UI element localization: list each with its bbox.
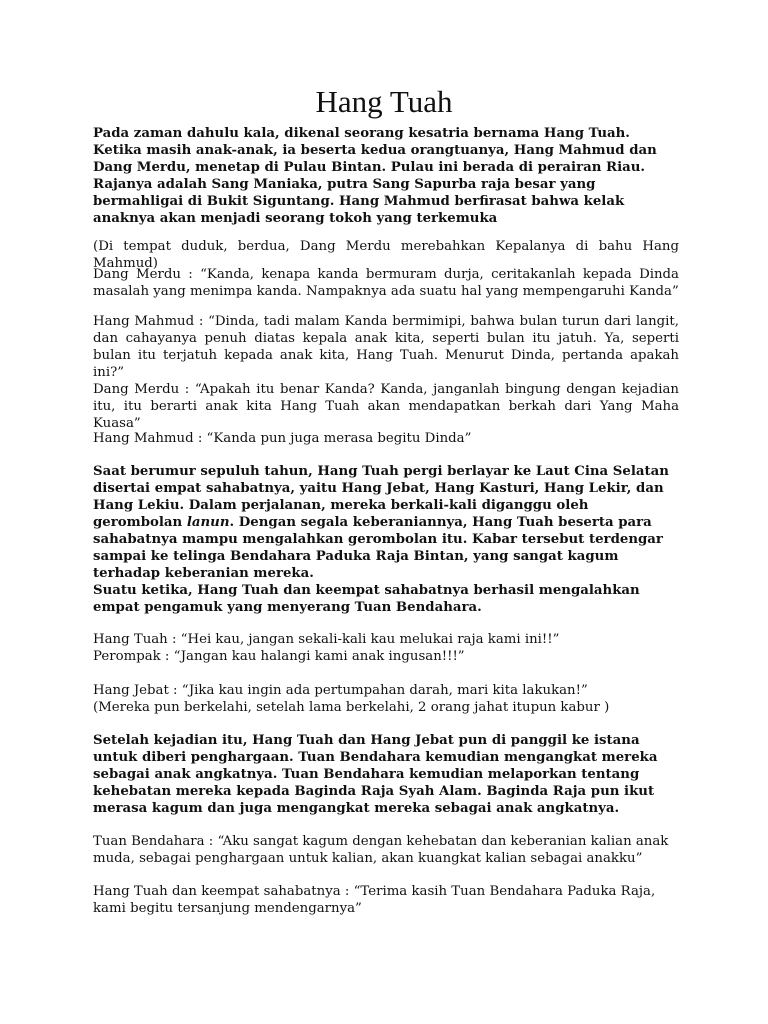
- narration-text: . Dengan segala keberaniannya, Hang Tuah beserta para sahabatnya mampu mengalahkan gerombolan itu. Kabar tersebut terdengar sampai ke telinga Bendahara Paduka Raja Bintan, yang sangat kagum terhadap keberanian mereka.: [93, 515, 663, 581]
- stage-direction-2: (Mereka pun berkelahi, setelah lama berkelahi, 2 orang jahat itupun kabur ): [93, 700, 610, 715]
- dialog-group-1: [93, 631, 679, 665]
- narration-paragraph: [93, 463, 679, 582]
- dialog-perompak: Perompak : “Jangan kau halangi kami anak ingusan!!!”: [93, 649, 465, 664]
- document-title: Hang Tuah: [315, 84, 453, 119]
- narration-paragraph-3: Setelah kejadian itu, Hang Tuah dan Hang Jebat pun di panggil ke istana untuk diberi penghargaan. Tuan Bendahara kemudian mengangkat mereka sebagai anak angkatnya. Tuan Bendahara kemudian melaporkan tentang kehebatan mereka kepada Baginda Raja Syah Alam. Baginda Raja pun ikut merasa kagum dan juga mengangkat mereka sebagai anak angkatnya.: [93, 733, 658, 816]
- dialog-hang-mahmud-2: Hang Mahmud : “Kanda pun juga merasa begitu Dinda”: [93, 431, 472, 446]
- dialog-hang-mahmud: Hang Mahmud : “Dinda, tadi malam Kanda bermimipi, bahwa bulan turun dari langit, dan cahayanya penuh diatas kepala anak kita, seperti bulan itu jatuh. Ya, seperti bulan itu terjatuh kepada anak kita, Hang Tuah. Menurut Dinda, pertanda apakah ini?”: [93, 314, 679, 380]
- dialog-dang-merdu-2: Dang Merdu : “Apakah itu benar Kanda? Kanda, janganlah bingung dengan kejadian itu, itu berarti anak kita Hang Tuah akan mendapatkan berkah dari Yang Maha Kuasa”: [93, 382, 679, 431]
- stage-direction: (Di tempat duduk, berdua, Dang Merdu merebahkan Kepalanya di bahu Hang Mahmud): [93, 239, 679, 271]
- italic-term: lanun: [186, 515, 230, 530]
- dialog-hang-tuah-sahabat: Hang Tuah dan keempat sahabatnya : “Terima kasih Tuan Bendahara Paduka Raja, kami begitu tersanjung mendengarnya”: [93, 884, 656, 916]
- dialog-group-2: [93, 682, 679, 716]
- dialog-hang-tuah: Hang Tuah : “Hei kau, jangan sekali-kali kau melukai raja kami ini!!”: [93, 632, 560, 647]
- narration-paragraph-2: Suatu ketika, Hang Tuah dan keempat sahabatnya berhasil mengalahkan empat pengamuk yang menyerang Tuan Bendahara.: [93, 583, 640, 615]
- dialog-dang-merdu: Dang Merdu : “Kanda, kenapa kanda bermuram durja, ceritakanlah kepada Dinda masalah yang menimpa kanda. Nampaknya ada suatu hal yang mempengaruhi Kanda”: [93, 267, 679, 299]
- dialog-tuan-bendahara: Tuan Bendahara : “Aku sangat kagum dengan kehebatan dan keberanian kalian anak muda, sebagai penghargaan untuk kalian, akan kuangkat kalian sebagai anakku”: [93, 834, 669, 866]
- intro-paragraph: Pada zaman dahulu kala, dikenal seorang kesatria bernama Hang Tuah. Ketika masih anak-anak, ia beserta kedua orangtuanya, Hang Mahmud dan Dang Merdu, menetap di Pulau Bintan. Pulau ini berada di perairan Riau. Rajanya adalah Sang Maniaka, putra Sang Sapurba raja besar yang bermahligai di Bukit Siguntang. Hang Mahmud berfirasat bahwa kelak anaknya akan menjadi seorang tokoh yang terkemuka: [93, 126, 657, 226]
- dialog-hang-jebat: Hang Jebat : “Jika kau ingin ada pertumpahan darah, mari kita lakukan!”: [93, 683, 588, 698]
- narration-text: Saat berumur sepuluh tahun, Hang Tuah pergi berlayar ke Laut Cina Selatan disertai empat sahabatnya, yaitu Hang Jebat, Hang Kasturi, Hang Lekir, dan Hang Lekiu. Dalam perjalanan, mereka berkali-kali diganggu oleh gerombolan: [93, 464, 669, 530]
